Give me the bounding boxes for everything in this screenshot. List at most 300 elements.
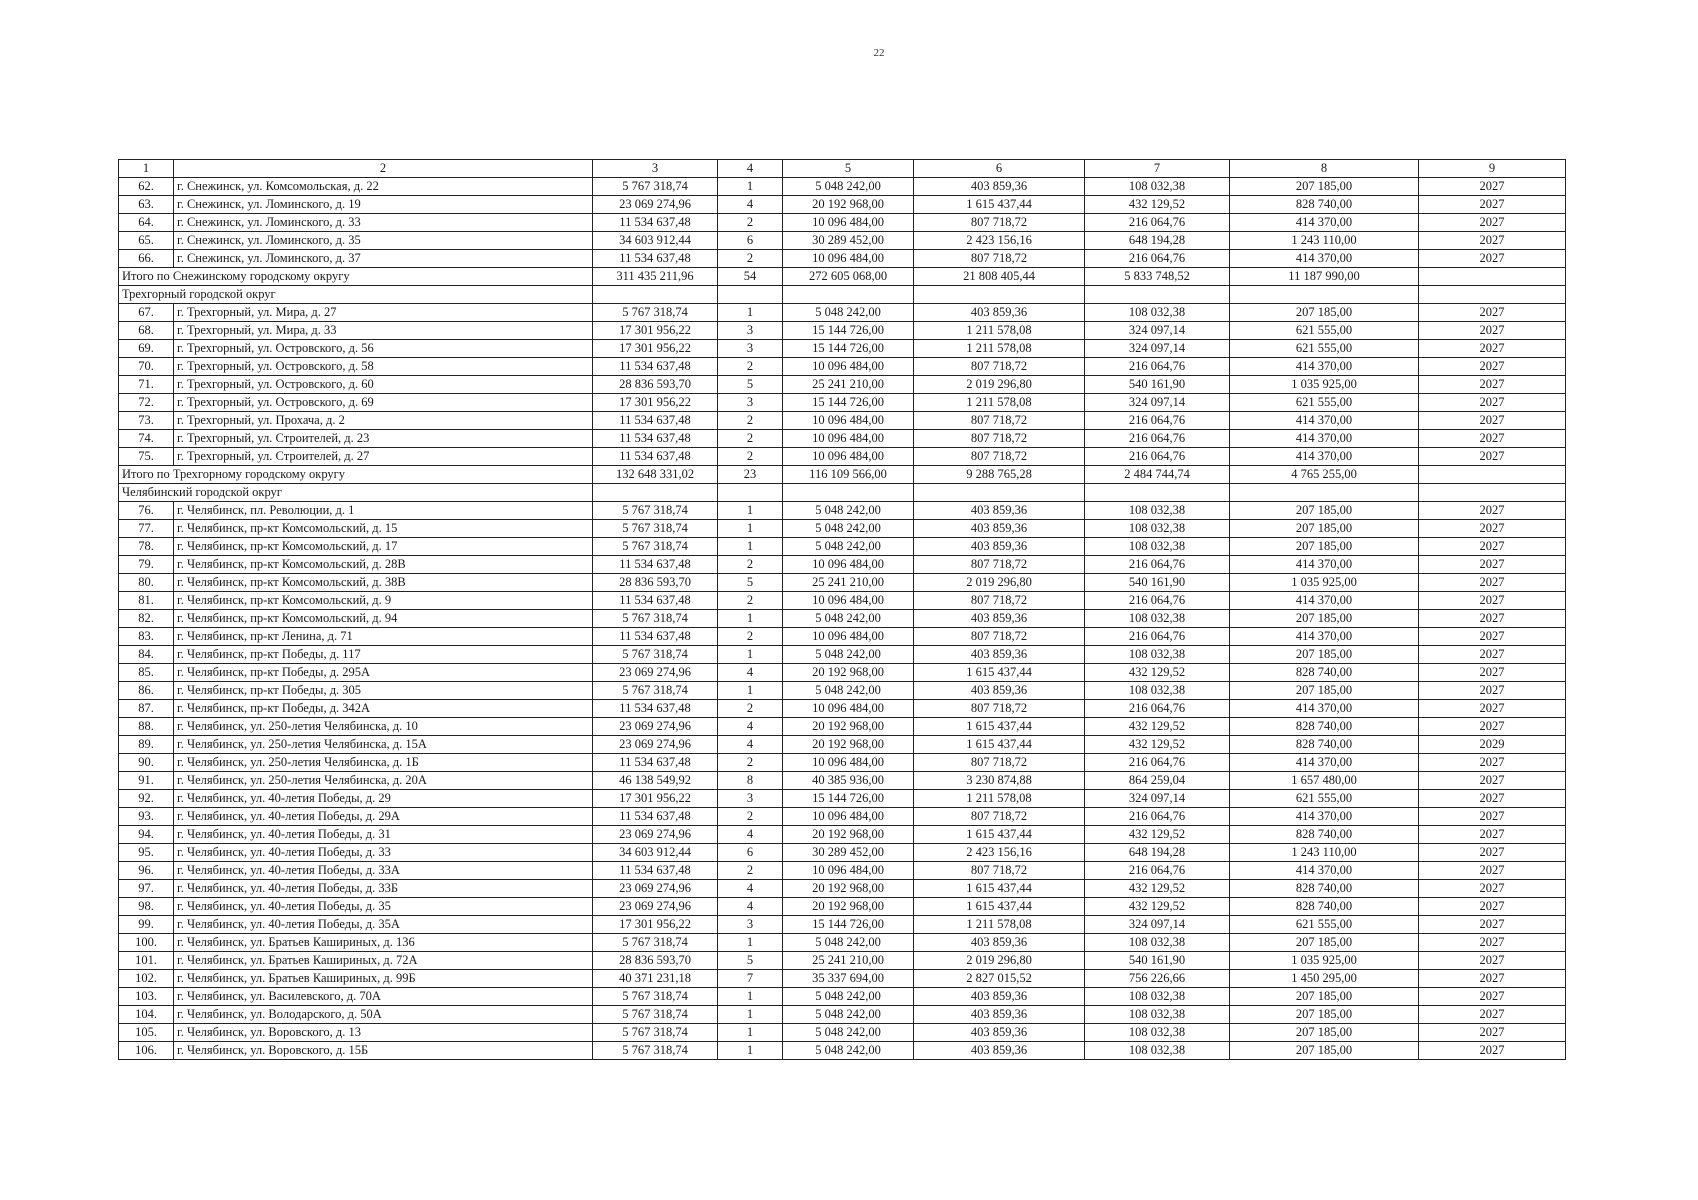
address-cell: г. Челябинск, ул. Василевского, д. 70А — [174, 988, 593, 1006]
row-number-cell: 97. — [119, 880, 174, 898]
total-value-cell: 272 605 068,00 — [783, 268, 914, 286]
address-cell: г. Челябинск, пр-кт Победы, д. 117 — [174, 646, 593, 664]
value-cell: 403 859,36 — [914, 1024, 1085, 1042]
address-cell: г. Снежинск, ул. Ломинского, д. 35 — [174, 232, 593, 250]
value-cell: 1 035 925,00 — [1230, 376, 1419, 394]
value-cell: 30 289 452,00 — [783, 232, 914, 250]
table-row — [119, 214, 1566, 232]
empty-cell — [783, 286, 914, 304]
row-number-cell: 91. — [119, 772, 174, 790]
empty-cell — [783, 484, 914, 502]
table-row — [119, 772, 1566, 790]
value-cell: 540 161,90 — [1085, 574, 1230, 592]
table-row — [119, 394, 1566, 412]
value-cell: 2027 — [1419, 646, 1566, 664]
row-number-cell: 78. — [119, 538, 174, 556]
value-cell: 1 211 578,08 — [914, 394, 1085, 412]
value-cell: 216 064,76 — [1085, 592, 1230, 610]
value-cell: 807 718,72 — [914, 358, 1085, 376]
value-cell: 828 740,00 — [1230, 898, 1419, 916]
value-cell: 2027 — [1419, 664, 1566, 682]
value-cell: 807 718,72 — [914, 250, 1085, 268]
value-cell: 5 767 318,74 — [593, 988, 718, 1006]
value-cell: 5 — [718, 376, 783, 394]
value-cell: 2027 — [1419, 610, 1566, 628]
value-cell: 432 129,52 — [1085, 736, 1230, 754]
address-cell: г. Челябинск, ул. 250-летия Челябинска, д. 20А — [174, 772, 593, 790]
value-cell: 4 — [718, 898, 783, 916]
value-cell: 216 064,76 — [1085, 430, 1230, 448]
value-cell: 2 — [718, 808, 783, 826]
address-cell: г. Челябинск, пр-кт Победы, д. 342А — [174, 700, 593, 718]
value-cell: 864 259,04 — [1085, 772, 1230, 790]
value-cell: 108 032,38 — [1085, 610, 1230, 628]
value-cell: 20 192 968,00 — [783, 826, 914, 844]
value-cell: 1 615 437,44 — [914, 880, 1085, 898]
value-cell: 403 859,36 — [914, 610, 1085, 628]
total-value-cell — [1419, 268, 1566, 286]
value-cell: 34 603 912,44 — [593, 232, 718, 250]
value-cell: 2 019 296,80 — [914, 376, 1085, 394]
value-cell: 3 — [718, 340, 783, 358]
table-row — [119, 1042, 1566, 1060]
value-cell: 5 767 318,74 — [593, 1042, 718, 1060]
row-number-cell: 62. — [119, 178, 174, 196]
value-cell: 11 534 637,48 — [593, 448, 718, 466]
value-cell: 414 370,00 — [1230, 754, 1419, 772]
total-value-cell: 21 808 405,44 — [914, 268, 1085, 286]
value-cell: 1 — [718, 502, 783, 520]
value-cell: 403 859,36 — [914, 682, 1085, 700]
value-cell: 108 032,38 — [1085, 538, 1230, 556]
total-value-cell: 116 109 566,00 — [783, 466, 914, 484]
value-cell: 403 859,36 — [914, 304, 1085, 322]
address-cell: г. Трехгорный, ул. Островского, д. 56 — [174, 340, 593, 358]
row-number-cell: 76. — [119, 502, 174, 520]
value-cell: 5 767 318,74 — [593, 646, 718, 664]
value-cell: 108 032,38 — [1085, 1024, 1230, 1042]
value-cell: 216 064,76 — [1085, 700, 1230, 718]
value-cell: 828 740,00 — [1230, 718, 1419, 736]
value-cell: 621 555,00 — [1230, 322, 1419, 340]
row-number-cell: 88. — [119, 718, 174, 736]
section-label: Челябинский городской округ — [119, 484, 593, 502]
row-number-cell: 100. — [119, 934, 174, 952]
value-cell: 108 032,38 — [1085, 988, 1230, 1006]
value-cell: 5 048 242,00 — [783, 1042, 914, 1060]
row-number-cell: 83. — [119, 628, 174, 646]
row-number-cell: 75. — [119, 448, 174, 466]
row-number-cell: 80. — [119, 574, 174, 592]
total-value-cell: 4 765 255,00 — [1230, 466, 1419, 484]
table-row — [119, 412, 1566, 430]
table-row — [119, 196, 1566, 214]
address-cell: г. Снежинск, ул. Ломинского, д. 37 — [174, 250, 593, 268]
value-cell: 108 032,38 — [1085, 1006, 1230, 1024]
table-row — [119, 898, 1566, 916]
value-cell: 2027 — [1419, 196, 1566, 214]
address-cell: г. Трехгорный, ул. Строителей, д. 27 — [174, 448, 593, 466]
value-cell: 1 — [718, 934, 783, 952]
header-cell: 5 — [783, 160, 914, 178]
value-cell: 2 — [718, 358, 783, 376]
value-cell: 216 064,76 — [1085, 754, 1230, 772]
value-cell: 23 069 274,96 — [593, 736, 718, 754]
value-cell: 5 048 242,00 — [783, 178, 914, 196]
value-cell: 216 064,76 — [1085, 628, 1230, 646]
address-cell: г. Челябинск, пр-кт Комсомольский, д. 94 — [174, 610, 593, 628]
table-row — [119, 430, 1566, 448]
table-row — [119, 1024, 1566, 1042]
address-cell: г. Челябинск, ул. 250-летия Челябинска, д. 10 — [174, 718, 593, 736]
value-cell: 108 032,38 — [1085, 520, 1230, 538]
value-cell: 4 — [718, 880, 783, 898]
value-cell: 1 — [718, 988, 783, 1006]
value-cell: 3 — [718, 322, 783, 340]
value-cell: 1 — [718, 520, 783, 538]
table-row — [119, 952, 1566, 970]
value-cell: 11 534 637,48 — [593, 556, 718, 574]
value-cell: 828 740,00 — [1230, 664, 1419, 682]
table-row — [119, 880, 1566, 898]
address-cell: г. Челябинск, пл. Революции, д. 1 — [174, 502, 593, 520]
value-cell: 10 096 484,00 — [783, 358, 914, 376]
header-cell: 1 — [119, 160, 174, 178]
total-value-cell: 2 484 744,74 — [1085, 466, 1230, 484]
address-cell: г. Трехгорный, ул. Строителей, д. 23 — [174, 430, 593, 448]
value-cell: 10 096 484,00 — [783, 448, 914, 466]
value-cell: 5 048 242,00 — [783, 646, 914, 664]
value-cell: 23 069 274,96 — [593, 826, 718, 844]
value-cell: 1 211 578,08 — [914, 916, 1085, 934]
address-cell: г. Челябинск, пр-кт Комсомольский, д. 15 — [174, 520, 593, 538]
section-header-row — [119, 286, 1566, 304]
value-cell: 20 192 968,00 — [783, 196, 914, 214]
table-row — [119, 754, 1566, 772]
address-cell: г. Челябинск, пр-кт Ленина, д. 71 — [174, 628, 593, 646]
value-cell: 2027 — [1419, 952, 1566, 970]
value-cell: 2027 — [1419, 574, 1566, 592]
empty-cell — [718, 286, 783, 304]
address-cell: г. Трехгорный, ул. Мира, д. 33 — [174, 322, 593, 340]
section-header-row — [119, 484, 1566, 502]
total-value-cell: 311 435 211,96 — [593, 268, 718, 286]
value-cell: 828 740,00 — [1230, 880, 1419, 898]
table-row — [119, 520, 1566, 538]
value-cell: 1 615 437,44 — [914, 196, 1085, 214]
value-cell: 3 — [718, 916, 783, 934]
value-cell: 4 — [718, 718, 783, 736]
value-cell: 5 — [718, 574, 783, 592]
row-number-cell: 98. — [119, 898, 174, 916]
address-cell: г. Челябинск, ул. Воровского, д. 13 — [174, 1024, 593, 1042]
value-cell: 807 718,72 — [914, 700, 1085, 718]
value-cell: 7 — [718, 970, 783, 988]
value-cell: 5 767 318,74 — [593, 610, 718, 628]
row-number-cell: 81. — [119, 592, 174, 610]
value-cell: 1 243 110,00 — [1230, 844, 1419, 862]
value-cell: 2 — [718, 250, 783, 268]
value-cell: 1 035 925,00 — [1230, 574, 1419, 592]
value-cell: 25 241 210,00 — [783, 574, 914, 592]
value-cell: 414 370,00 — [1230, 430, 1419, 448]
row-number-cell: 93. — [119, 808, 174, 826]
value-cell: 2027 — [1419, 826, 1566, 844]
value-cell: 403 859,36 — [914, 934, 1085, 952]
value-cell: 414 370,00 — [1230, 448, 1419, 466]
table-row — [119, 862, 1566, 880]
value-cell: 3 230 874,88 — [914, 772, 1085, 790]
value-cell: 10 096 484,00 — [783, 700, 914, 718]
row-number-cell: 73. — [119, 412, 174, 430]
value-cell: 108 032,38 — [1085, 682, 1230, 700]
value-cell: 23 069 274,96 — [593, 718, 718, 736]
row-number-cell: 67. — [119, 304, 174, 322]
value-cell: 5 048 242,00 — [783, 934, 914, 952]
value-cell: 207 185,00 — [1230, 646, 1419, 664]
value-cell: 2027 — [1419, 502, 1566, 520]
address-cell: г. Челябинск, ул. 40-летия Победы, д. 35 — [174, 898, 593, 916]
value-cell: 28 836 593,70 — [593, 574, 718, 592]
row-number-cell: 106. — [119, 1042, 174, 1060]
total-row — [119, 466, 1566, 484]
value-cell: 108 032,38 — [1085, 178, 1230, 196]
value-cell: 3 — [718, 790, 783, 808]
table-row — [119, 178, 1566, 196]
address-cell: г. Челябинск, пр-кт Победы, д. 295А — [174, 664, 593, 682]
table-row — [119, 232, 1566, 250]
value-cell: 807 718,72 — [914, 592, 1085, 610]
value-cell: 11 534 637,48 — [593, 628, 718, 646]
value-cell: 2 423 156,16 — [914, 844, 1085, 862]
table-row — [119, 844, 1566, 862]
value-cell: 2027 — [1419, 628, 1566, 646]
housing-repair-table — [118, 159, 1566, 1060]
value-cell: 23 069 274,96 — [593, 898, 718, 916]
value-cell: 2027 — [1419, 178, 1566, 196]
value-cell: 8 — [718, 772, 783, 790]
address-cell: г. Челябинск, ул. 40-летия Победы, д. 33Б — [174, 880, 593, 898]
value-cell: 2027 — [1419, 898, 1566, 916]
value-cell: 1 035 925,00 — [1230, 952, 1419, 970]
total-value-cell: 54 — [718, 268, 783, 286]
header-cell: 6 — [914, 160, 1085, 178]
value-cell: 1 — [718, 1006, 783, 1024]
value-cell: 403 859,36 — [914, 988, 1085, 1006]
header-cell: 4 — [718, 160, 783, 178]
empty-cell — [1085, 484, 1230, 502]
table-row — [119, 538, 1566, 556]
value-cell: 414 370,00 — [1230, 358, 1419, 376]
table-row — [119, 250, 1566, 268]
value-cell: 2027 — [1419, 1042, 1566, 1060]
value-cell: 10 096 484,00 — [783, 556, 914, 574]
value-cell: 403 859,36 — [914, 646, 1085, 664]
table-row — [119, 664, 1566, 682]
value-cell: 2027 — [1419, 538, 1566, 556]
value-cell: 432 129,52 — [1085, 718, 1230, 736]
value-cell: 5 048 242,00 — [783, 988, 914, 1006]
value-cell: 20 192 968,00 — [783, 898, 914, 916]
value-cell: 15 144 726,00 — [783, 916, 914, 934]
empty-cell — [1230, 484, 1419, 502]
value-cell: 207 185,00 — [1230, 502, 1419, 520]
value-cell: 4 — [718, 826, 783, 844]
value-cell: 2027 — [1419, 1024, 1566, 1042]
value-cell: 540 161,90 — [1085, 952, 1230, 970]
value-cell: 216 064,76 — [1085, 358, 1230, 376]
row-number-cell: 101. — [119, 952, 174, 970]
value-cell: 23 069 274,96 — [593, 880, 718, 898]
address-cell: г. Челябинск, ул. Володарского, д. 50А — [174, 1006, 593, 1024]
table-row — [119, 718, 1566, 736]
value-cell: 46 138 549,92 — [593, 772, 718, 790]
table-row — [119, 682, 1566, 700]
value-cell: 807 718,72 — [914, 214, 1085, 232]
row-number-cell: 86. — [119, 682, 174, 700]
header-cell: 8 — [1230, 160, 1419, 178]
value-cell: 2 — [718, 754, 783, 772]
row-number-cell: 92. — [119, 790, 174, 808]
value-cell: 2027 — [1419, 844, 1566, 862]
value-cell: 216 064,76 — [1085, 862, 1230, 880]
value-cell: 1 — [718, 610, 783, 628]
table-header-row — [119, 160, 1566, 178]
row-number-cell: 95. — [119, 844, 174, 862]
row-number-cell: 96. — [119, 862, 174, 880]
value-cell: 432 129,52 — [1085, 664, 1230, 682]
value-cell: 11 534 637,48 — [593, 862, 718, 880]
empty-cell — [1419, 484, 1566, 502]
value-cell: 11 534 637,48 — [593, 412, 718, 430]
value-cell: 2027 — [1419, 988, 1566, 1006]
value-cell: 207 185,00 — [1230, 934, 1419, 952]
value-cell: 5 048 242,00 — [783, 304, 914, 322]
value-cell: 540 161,90 — [1085, 376, 1230, 394]
table-row — [119, 988, 1566, 1006]
value-cell: 1 615 437,44 — [914, 826, 1085, 844]
value-cell: 1 — [718, 1042, 783, 1060]
address-cell: г. Трехгорный, ул. Островского, д. 60 — [174, 376, 593, 394]
value-cell: 1 — [718, 682, 783, 700]
empty-cell — [914, 484, 1085, 502]
row-number-cell: 99. — [119, 916, 174, 934]
value-cell: 1 657 480,00 — [1230, 772, 1419, 790]
address-cell: г. Снежинск, ул. Комсомольская, д. 22 — [174, 178, 593, 196]
value-cell: 10 096 484,00 — [783, 412, 914, 430]
table-row — [119, 304, 1566, 322]
value-cell: 15 144 726,00 — [783, 322, 914, 340]
value-cell: 2027 — [1419, 232, 1566, 250]
value-cell: 4 — [718, 196, 783, 214]
value-cell: 20 192 968,00 — [783, 736, 914, 754]
value-cell: 403 859,36 — [914, 1042, 1085, 1060]
value-cell: 108 032,38 — [1085, 502, 1230, 520]
value-cell: 2027 — [1419, 394, 1566, 412]
page-number: 22 — [873, 47, 885, 59]
value-cell: 1 243 110,00 — [1230, 232, 1419, 250]
value-cell: 403 859,36 — [914, 538, 1085, 556]
value-cell: 414 370,00 — [1230, 862, 1419, 880]
value-cell: 11 534 637,48 — [593, 430, 718, 448]
value-cell: 207 185,00 — [1230, 1024, 1419, 1042]
value-cell: 414 370,00 — [1230, 556, 1419, 574]
row-number-cell: 85. — [119, 664, 174, 682]
address-cell: г. Челябинск, ул. 40-летия Победы, д. 35А — [174, 916, 593, 934]
row-number-cell: 71. — [119, 376, 174, 394]
table-row — [119, 358, 1566, 376]
value-cell: 11 534 637,48 — [593, 592, 718, 610]
row-number-cell: 72. — [119, 394, 174, 412]
value-cell: 4 — [718, 664, 783, 682]
address-cell: г. Челябинск, ул. 40-летия Победы, д. 31 — [174, 826, 593, 844]
value-cell: 2 — [718, 448, 783, 466]
value-cell: 207 185,00 — [1230, 1042, 1419, 1060]
value-cell: 5 — [718, 952, 783, 970]
value-cell: 1 — [718, 646, 783, 664]
value-cell: 2027 — [1419, 592, 1566, 610]
value-cell: 648 194,28 — [1085, 844, 1230, 862]
table-row — [119, 808, 1566, 826]
value-cell: 216 064,76 — [1085, 556, 1230, 574]
value-cell: 2027 — [1419, 358, 1566, 376]
address-cell: г. Трехгорный, ул. Мира, д. 27 — [174, 304, 593, 322]
value-cell: 216 064,76 — [1085, 250, 1230, 268]
value-cell: 2027 — [1419, 304, 1566, 322]
value-cell: 28 836 593,70 — [593, 952, 718, 970]
value-cell: 216 064,76 — [1085, 412, 1230, 430]
value-cell: 5 048 242,00 — [783, 1024, 914, 1042]
value-cell: 5 767 318,74 — [593, 520, 718, 538]
value-cell: 1 211 578,08 — [914, 322, 1085, 340]
row-number-cell: 68. — [119, 322, 174, 340]
address-cell: г. Челябинск, ул. 40-летия Победы, д. 33 — [174, 844, 593, 862]
address-cell: г. Челябинск, ул. 250-летия Челябинска, д. 1Б — [174, 754, 593, 772]
value-cell: 30 289 452,00 — [783, 844, 914, 862]
address-cell: г. Снежинск, ул. Ломинского, д. 33 — [174, 214, 593, 232]
value-cell: 2027 — [1419, 430, 1566, 448]
value-cell: 2 827 015,52 — [914, 970, 1085, 988]
value-cell: 17 301 956,22 — [593, 340, 718, 358]
value-cell: 20 192 968,00 — [783, 718, 914, 736]
value-cell: 5 767 318,74 — [593, 934, 718, 952]
value-cell: 4 — [718, 736, 783, 754]
value-cell: 414 370,00 — [1230, 592, 1419, 610]
value-cell: 5 048 242,00 — [783, 1006, 914, 1024]
row-number-cell: 94. — [119, 826, 174, 844]
value-cell: 11 534 637,48 — [593, 808, 718, 826]
value-cell: 2027 — [1419, 880, 1566, 898]
value-cell: 2 423 156,16 — [914, 232, 1085, 250]
value-cell: 807 718,72 — [914, 862, 1085, 880]
address-cell: г. Челябинск, ул. 40-летия Победы, д. 33А — [174, 862, 593, 880]
address-cell: г. Челябинск, пр-кт Комсомольский, д. 17 — [174, 538, 593, 556]
value-cell: 17 301 956,22 — [593, 394, 718, 412]
value-cell: 324 097,14 — [1085, 322, 1230, 340]
value-cell: 3 — [718, 394, 783, 412]
value-cell: 10 096 484,00 — [783, 754, 914, 772]
value-cell: 15 144 726,00 — [783, 790, 914, 808]
value-cell: 2 — [718, 556, 783, 574]
value-cell: 216 064,76 — [1085, 808, 1230, 826]
table-row — [119, 610, 1566, 628]
value-cell: 807 718,72 — [914, 430, 1085, 448]
value-cell: 1 — [718, 178, 783, 196]
value-cell: 414 370,00 — [1230, 412, 1419, 430]
value-cell: 2027 — [1419, 340, 1566, 358]
row-number-cell: 103. — [119, 988, 174, 1006]
value-cell: 207 185,00 — [1230, 1006, 1419, 1024]
